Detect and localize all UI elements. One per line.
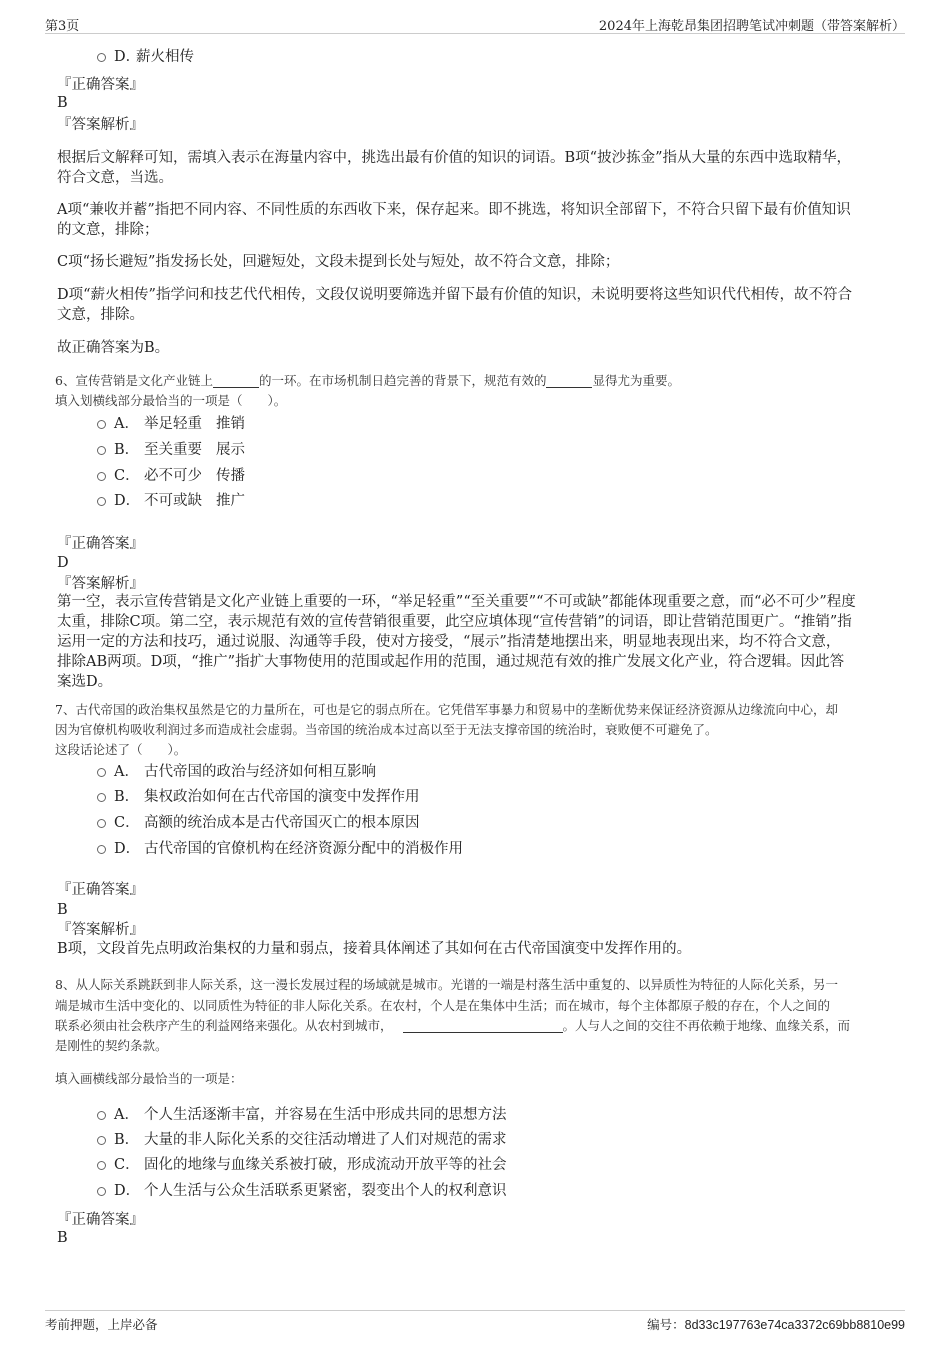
q8-option-d[interactable]: D． 个人生活与公众生活联系更紧密，裂变出个人的权利意识 bbox=[97, 1181, 507, 1201]
q8-stem: 填入画横线部分最恰当的一项是： bbox=[55, 1071, 243, 1086]
q7-stem: 这段话论述了（ ）。 bbox=[55, 742, 187, 757]
q6-option-c[interactable]: C． 必不可少 传播 bbox=[97, 466, 245, 486]
q8-stem: 端是城市生活中变化的、以同质性为特征的非人际化关系。在农村，个人是在集体中生活；而在城市，每个主体都原子般的存在，个人之间的 bbox=[55, 998, 831, 1013]
q6-option-b[interactable]: B． 至关重要 展示 bbox=[97, 440, 245, 460]
q8-option-c[interactable]: C． 固化的地缘与血缘关系被打破，形成流动开放平等的社会 bbox=[97, 1155, 507, 1175]
q5-answer-label: 『正确答案』 bbox=[57, 77, 144, 93]
fill-blank bbox=[403, 1019, 563, 1033]
page-number: 第3页 bbox=[45, 19, 80, 34]
radio-icon[interactable] bbox=[97, 1136, 106, 1145]
q7-analysis-label: 『答案解析』 bbox=[57, 922, 144, 938]
q6-analysis-text: 案选D。 bbox=[57, 674, 113, 690]
radio-icon[interactable] bbox=[97, 845, 106, 854]
q6-analysis-text: 太重，排除C项。第二空，表示规范有效的宣传营销很重要，此空应填体现“宣传营销”的词语，即让营销范围更广。“推销”指 bbox=[57, 614, 852, 630]
q5-option-d[interactable]: D．薪火相传 bbox=[97, 47, 194, 67]
q8-stem: 联系必须由社会秩序产生的利益网络来强化。从农村到城市， 。人与人之间的交往不再依赖于地缘、血缘关系，而 bbox=[55, 1018, 851, 1033]
q6-option-d[interactable]: D． 不可或缺 推广 bbox=[97, 491, 245, 511]
radio-icon[interactable] bbox=[97, 1111, 106, 1120]
q5-analysis-text: 符合文意，当选。 bbox=[57, 170, 173, 186]
radio-icon[interactable] bbox=[97, 793, 106, 802]
page-footer bbox=[45, 1310, 905, 1336]
radio-icon[interactable] bbox=[97, 768, 106, 777]
q8-option-a[interactable]: A． 个人生活逐渐丰富，并容易在生活中形成共同的思想方法 bbox=[97, 1105, 507, 1125]
q8-answer-label: 『正确答案』 bbox=[57, 1212, 144, 1228]
radio-icon[interactable] bbox=[97, 446, 106, 455]
footer-slogan: 考前押题，上岸必备 bbox=[45, 1317, 158, 1332]
radio-icon[interactable] bbox=[97, 53, 106, 62]
radio-icon[interactable] bbox=[97, 1187, 106, 1196]
q5-analysis-text: D项“薪火相传”指学问和技艺代代相传，文段仅说明要筛选并留下最有价值的知识，未说明要将这些知识代代相传，故不符合 bbox=[57, 287, 852, 303]
q6-answer-label: 『正确答案』 bbox=[57, 536, 144, 552]
q7-answer: B bbox=[57, 902, 68, 918]
q5-analysis-text: 根据后文解释可知，需填入表示在海量内容中，挑选出最有价值的知识的词语。B项“披沙拣金”指从大量的东西中选取精华， bbox=[57, 150, 851, 166]
q7-option-c[interactable]: C． 高额的统治成本是古代帝国灭亡的根本原因 bbox=[97, 813, 420, 833]
q6-analysis-text: 排除AB两项。D项，“推广”指扩大事物使用的范围或起作用的范围，通过规范有效的推广发展文化产业，符合逻辑。因此答 bbox=[57, 654, 845, 670]
radio-icon[interactable] bbox=[97, 497, 106, 506]
q5-analysis-text: 文意，排除。 bbox=[57, 307, 144, 323]
q5-analysis-label: 『答案解析』 bbox=[57, 117, 144, 133]
q7-option-d[interactable]: D． 古代帝国的官僚机构在经济资源分配中的消极作用 bbox=[97, 839, 463, 859]
q7-stem: 因为官僚机构吸收利润过多而造成社会虚弱。当帝国的统治成本过高以至于无法支撑帝国的统治时，衰败便不可避免了。 bbox=[55, 722, 718, 737]
radio-icon[interactable] bbox=[97, 819, 106, 828]
q7-option-b[interactable]: B． 集权政治如何在古代帝国的演变中发挥作用 bbox=[97, 787, 420, 807]
fill-blank bbox=[546, 374, 592, 388]
q6-analysis-text: 运用一定的方法和技巧，通过说服、沟通等手段，使对方接受，“展示”指清楚地摆出来，明显地表现出来，均不符合文意， bbox=[57, 634, 841, 650]
q8-option-b[interactable]: B． 大量的非人际化关系的交往活动增进了人们对规范的需求 bbox=[97, 1130, 507, 1150]
q7-answer-label: 『正确答案』 bbox=[57, 882, 144, 898]
q8-stem: 8、从人际关系跳跃到非人际关系，这一漫长发展过程的场域就是城市。光谱的一端是村落生活中重复的、以异质性为特征的人际化关系，另一 bbox=[55, 977, 838, 992]
q7-stem: 7、古代帝国的政治集权虽然是它的力量所在，可也是它的弱点所在。它凭借军事暴力和贸易中的垄断优势来保证经济资源从边缘流向中心，却 bbox=[55, 702, 838, 717]
q5-analysis-text: C项“扬长避短”指发扬长处，回避短处，文段未提到长处与短处，故不符合文意，排除； bbox=[57, 254, 620, 270]
q6-stem: 填入划横线部分最恰当的一项是（ ）。 bbox=[55, 393, 287, 408]
q5-answer: B bbox=[57, 95, 68, 111]
page-header bbox=[45, 14, 905, 34]
radio-icon[interactable] bbox=[97, 420, 106, 429]
document-title: 2024年上海乾昂集团招聘笔试冲刺题（带答案解析） bbox=[598, 19, 905, 34]
q6-stem: 6、宣传营销是文化产业链上 的一环。在市场机制日趋完善的背景下，规范有效的 显得尤为重要。 bbox=[55, 373, 680, 388]
q5-analysis-text: 的文意，排除； bbox=[57, 222, 159, 238]
q7-analysis-text: B项，文段首先点明政治集权的力量和弱点，接着具体阐述了其如何在古代帝国演变中发挥作用的。 bbox=[57, 941, 692, 957]
q5-analysis-text: 故正确答案为B。 bbox=[57, 340, 170, 356]
q8-stem: 是刚性的契约条款。 bbox=[55, 1038, 168, 1053]
radio-icon[interactable] bbox=[97, 1161, 106, 1170]
q5-analysis-text: A项“兼收并蓄”指把不同内容、不同性质的东西收下来，保存起来。即不挑选，将知识全部留下，不符合只留下最有价值知识 bbox=[57, 202, 851, 218]
q6-analysis-label: 『答案解析』 bbox=[57, 576, 144, 592]
q6-answer: D bbox=[57, 555, 69, 571]
footer-code: 编号：8d33c197763e74ca3372c69bb8810e99 bbox=[647, 1317, 905, 1332]
q6-option-a[interactable]: A． 举足轻重 推销 bbox=[97, 414, 245, 434]
radio-icon[interactable] bbox=[97, 472, 106, 481]
q6-analysis-text: 第一空，表示宣传营销是文化产业链上重要的一环，“举足轻重”“至关重要”“不可或缺”都能体现重要之意，而“必不可少”程度 bbox=[57, 594, 856, 610]
q8-answer: B bbox=[57, 1230, 68, 1246]
fill-blank bbox=[213, 374, 259, 388]
q7-option-a[interactable]: A． 古代帝国的政治与经济如何相互影响 bbox=[97, 762, 376, 782]
